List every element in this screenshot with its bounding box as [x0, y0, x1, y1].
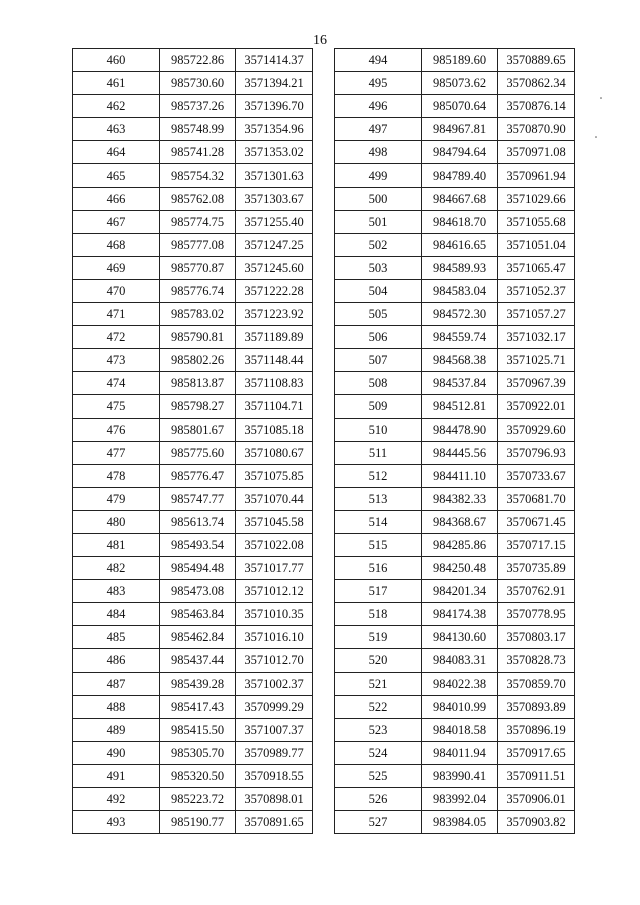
y-coordinate-cell: 3571075.85 — [236, 464, 313, 487]
table-row — [335, 72, 575, 95]
x-coordinate-cell: 985463.84 — [160, 603, 236, 626]
x-coordinate-cell: 984478.90 — [422, 418, 498, 441]
y-coordinate-cell: 3570796.93 — [498, 441, 575, 464]
x-coordinate-cell: 985813.87 — [160, 372, 236, 395]
y-coordinate-cell: 3571045.58 — [236, 510, 313, 533]
x-coordinate-cell: 985790.81 — [160, 326, 236, 349]
point-number-cell: 501 — [335, 210, 422, 233]
point-number-cell: 506 — [335, 326, 422, 349]
table-row — [335, 788, 575, 811]
table-row — [73, 49, 313, 72]
table-row — [73, 649, 313, 672]
point-number-cell: 515 — [335, 533, 422, 556]
x-coordinate-cell: 985802.26 — [160, 349, 236, 372]
x-coordinate-cell: 984130.60 — [422, 626, 498, 649]
y-coordinate-cell: 3570917.65 — [498, 741, 575, 764]
point-number-cell: 469 — [73, 256, 160, 279]
point-number-cell: 498 — [335, 141, 422, 164]
point-number-cell: 495 — [335, 72, 422, 95]
x-coordinate-cell: 985770.87 — [160, 256, 236, 279]
table-row — [335, 187, 575, 210]
y-coordinate-cell: 3570876.14 — [498, 95, 575, 118]
point-number-cell: 472 — [73, 326, 160, 349]
point-number-cell: 519 — [335, 626, 422, 649]
table-row — [335, 533, 575, 556]
x-coordinate-cell: 984382.33 — [422, 487, 498, 510]
x-coordinate-cell: 984174.38 — [422, 603, 498, 626]
y-coordinate-cell: 3571002.37 — [236, 672, 313, 695]
x-coordinate-cell: 985754.32 — [160, 164, 236, 187]
x-coordinate-cell: 984250.48 — [422, 557, 498, 580]
point-number-cell: 503 — [335, 256, 422, 279]
table-row — [335, 233, 575, 256]
table-row — [73, 695, 313, 718]
x-coordinate-cell: 985722.86 — [160, 49, 236, 72]
table-row — [73, 372, 313, 395]
table-row — [335, 464, 575, 487]
point-number-cell: 479 — [73, 487, 160, 510]
x-coordinate-cell: 985189.60 — [422, 49, 498, 72]
x-coordinate-cell: 984018.58 — [422, 718, 498, 741]
x-coordinate-cell: 985613.74 — [160, 510, 236, 533]
table-row — [73, 349, 313, 372]
x-coordinate-cell: 985070.64 — [422, 95, 498, 118]
y-coordinate-cell: 3570862.34 — [498, 72, 575, 95]
point-number-cell: 491 — [73, 764, 160, 787]
x-coordinate-cell: 985747.77 — [160, 487, 236, 510]
y-coordinate-cell: 3571022.08 — [236, 533, 313, 556]
x-coordinate-cell: 984512.81 — [422, 395, 498, 418]
table-row — [73, 187, 313, 210]
table-row — [73, 303, 313, 326]
point-number-cell: 488 — [73, 695, 160, 718]
y-coordinate-cell: 3571148.44 — [236, 349, 313, 372]
table-row — [73, 603, 313, 626]
table-row — [335, 372, 575, 395]
point-number-cell: 513 — [335, 487, 422, 510]
point-number-cell: 478 — [73, 464, 160, 487]
y-coordinate-cell: 3571007.37 — [236, 718, 313, 741]
point-number-cell: 461 — [73, 72, 160, 95]
table-row — [335, 626, 575, 649]
point-number-cell: 494 — [335, 49, 422, 72]
y-coordinate-cell: 3570778.95 — [498, 603, 575, 626]
y-coordinate-cell: 3570971.08 — [498, 141, 575, 164]
y-coordinate-cell: 3571025.71 — [498, 349, 575, 372]
y-coordinate-cell: 3570870.90 — [498, 118, 575, 141]
x-coordinate-cell: 985730.60 — [160, 72, 236, 95]
point-number-cell: 500 — [335, 187, 422, 210]
table-row — [335, 164, 575, 187]
x-coordinate-cell: 984083.31 — [422, 649, 498, 672]
x-coordinate-cell: 985774.75 — [160, 210, 236, 233]
x-coordinate-cell: 985762.08 — [160, 187, 236, 210]
point-number-cell: 487 — [73, 672, 160, 695]
y-coordinate-cell: 3571055.68 — [498, 210, 575, 233]
y-coordinate-cell: 3570733.67 — [498, 464, 575, 487]
x-coordinate-cell: 985801.67 — [160, 418, 236, 441]
table-row — [335, 695, 575, 718]
table-row — [335, 649, 575, 672]
x-coordinate-cell: 984201.34 — [422, 580, 498, 603]
y-coordinate-cell: 3571394.21 — [236, 72, 313, 95]
y-coordinate-cell: 3571223.92 — [236, 303, 313, 326]
x-coordinate-cell: 984589.93 — [422, 256, 498, 279]
x-coordinate-cell: 984411.10 — [422, 464, 498, 487]
y-coordinate-cell: 3570671.45 — [498, 510, 575, 533]
table-row — [73, 741, 313, 764]
y-coordinate-cell: 3570717.15 — [498, 533, 575, 556]
y-coordinate-cell: 3570828.73 — [498, 649, 575, 672]
point-number-cell: 465 — [73, 164, 160, 187]
table-row — [335, 510, 575, 533]
coordinates-table-right — [334, 48, 575, 834]
table-row — [335, 764, 575, 787]
y-coordinate-cell: 3570803.17 — [498, 626, 575, 649]
y-coordinate-cell: 3570961.94 — [498, 164, 575, 187]
table-row — [73, 256, 313, 279]
y-coordinate-cell: 3571017.77 — [236, 557, 313, 580]
point-number-cell: 466 — [73, 187, 160, 210]
point-number-cell: 462 — [73, 95, 160, 118]
point-number-cell: 474 — [73, 372, 160, 395]
table-row — [73, 718, 313, 741]
y-coordinate-cell: 3571065.47 — [498, 256, 575, 279]
table-row — [73, 510, 313, 533]
table-row — [73, 441, 313, 464]
x-coordinate-cell: 984618.70 — [422, 210, 498, 233]
table-row — [73, 464, 313, 487]
table-row — [335, 441, 575, 464]
y-coordinate-cell: 3571222.28 — [236, 279, 313, 302]
table-row — [73, 141, 313, 164]
y-coordinate-cell: 3571032.17 — [498, 326, 575, 349]
point-number-cell: 484 — [73, 603, 160, 626]
table-row — [73, 233, 313, 256]
x-coordinate-cell: 984667.68 — [422, 187, 498, 210]
point-number-cell: 493 — [73, 811, 160, 834]
x-coordinate-cell: 985073.62 — [422, 72, 498, 95]
table-row — [73, 626, 313, 649]
y-coordinate-cell: 3570903.82 — [498, 811, 575, 834]
x-coordinate-cell: 984537.84 — [422, 372, 498, 395]
table-row — [335, 303, 575, 326]
point-number-cell: 471 — [73, 303, 160, 326]
x-coordinate-cell: 984967.81 — [422, 118, 498, 141]
point-number-cell: 473 — [73, 349, 160, 372]
table-row — [73, 395, 313, 418]
point-number-cell: 518 — [335, 603, 422, 626]
x-coordinate-cell: 985737.26 — [160, 95, 236, 118]
table-row — [73, 418, 313, 441]
x-coordinate-cell: 985190.77 — [160, 811, 236, 834]
point-number-cell: 482 — [73, 557, 160, 580]
point-number-cell: 511 — [335, 441, 422, 464]
point-number-cell: 502 — [335, 233, 422, 256]
point-number-cell: 508 — [335, 372, 422, 395]
y-coordinate-cell: 3570891.65 — [236, 811, 313, 834]
point-number-cell: 490 — [73, 741, 160, 764]
table-row — [73, 279, 313, 302]
page-number: 16 — [313, 33, 327, 48]
table-row — [73, 118, 313, 141]
y-coordinate-cell: 3570922.01 — [498, 395, 575, 418]
x-coordinate-cell: 984559.74 — [422, 326, 498, 349]
table-row — [335, 210, 575, 233]
point-number-cell: 492 — [73, 788, 160, 811]
y-coordinate-cell: 3571052.37 — [498, 279, 575, 302]
y-coordinate-cell: 3570898.01 — [236, 788, 313, 811]
x-coordinate-cell: 984568.38 — [422, 349, 498, 372]
x-coordinate-cell: 985462.84 — [160, 626, 236, 649]
y-coordinate-cell: 3570999.29 — [236, 695, 313, 718]
point-number-cell: 489 — [73, 718, 160, 741]
table-row — [73, 580, 313, 603]
x-coordinate-cell: 985748.99 — [160, 118, 236, 141]
point-number-cell: 524 — [335, 741, 422, 764]
y-coordinate-cell: 3571303.67 — [236, 187, 313, 210]
point-number-cell: 510 — [335, 418, 422, 441]
y-coordinate-cell: 3570762.91 — [498, 580, 575, 603]
y-coordinate-cell: 3570896.19 — [498, 718, 575, 741]
table-row — [73, 164, 313, 187]
point-number-cell: 496 — [335, 95, 422, 118]
table-row — [335, 672, 575, 695]
point-number-cell: 463 — [73, 118, 160, 141]
point-number-cell: 486 — [73, 649, 160, 672]
x-coordinate-cell: 984011.94 — [422, 741, 498, 764]
x-coordinate-cell: 983984.05 — [422, 811, 498, 834]
x-coordinate-cell: 985417.43 — [160, 695, 236, 718]
x-coordinate-cell: 985776.74 — [160, 279, 236, 302]
coordinates-table-left — [72, 48, 313, 834]
point-number-cell: 497 — [335, 118, 422, 141]
x-coordinate-cell: 985223.72 — [160, 788, 236, 811]
x-coordinate-cell: 985320.50 — [160, 764, 236, 787]
point-number-cell: 523 — [335, 718, 422, 741]
point-number-cell: 522 — [335, 695, 422, 718]
table-row — [335, 603, 575, 626]
point-number-cell: 516 — [335, 557, 422, 580]
table-row — [335, 49, 575, 72]
x-coordinate-cell: 983990.41 — [422, 764, 498, 787]
table-row — [335, 279, 575, 302]
x-coordinate-cell: 984445.56 — [422, 441, 498, 464]
y-coordinate-cell: 3571029.66 — [498, 187, 575, 210]
x-coordinate-cell: 985776.47 — [160, 464, 236, 487]
point-number-cell: 517 — [335, 580, 422, 603]
y-coordinate-cell: 3570918.55 — [236, 764, 313, 787]
y-coordinate-cell: 3571245.60 — [236, 256, 313, 279]
x-coordinate-cell: 984368.67 — [422, 510, 498, 533]
point-number-cell: 526 — [335, 788, 422, 811]
x-coordinate-cell: 985783.02 — [160, 303, 236, 326]
y-coordinate-cell: 3570735.89 — [498, 557, 575, 580]
point-number-cell: 505 — [335, 303, 422, 326]
point-number-cell: 514 — [335, 510, 422, 533]
point-number-cell: 512 — [335, 464, 422, 487]
point-number-cell: 525 — [335, 764, 422, 787]
y-coordinate-cell: 3570911.51 — [498, 764, 575, 787]
y-coordinate-cell: 3570893.89 — [498, 695, 575, 718]
table-row — [335, 487, 575, 510]
table-row — [335, 95, 575, 118]
table-row — [335, 141, 575, 164]
y-coordinate-cell: 3571396.70 — [236, 95, 313, 118]
y-coordinate-cell: 3571012.70 — [236, 649, 313, 672]
x-coordinate-cell: 985415.50 — [160, 718, 236, 741]
table-row — [335, 741, 575, 764]
y-coordinate-cell: 3571353.02 — [236, 141, 313, 164]
y-coordinate-cell: 3570989.77 — [236, 741, 313, 764]
table-row — [73, 72, 313, 95]
x-coordinate-cell: 984022.38 — [422, 672, 498, 695]
y-coordinate-cell: 3571108.83 — [236, 372, 313, 395]
x-coordinate-cell: 984616.65 — [422, 233, 498, 256]
point-number-cell: 499 — [335, 164, 422, 187]
x-coordinate-cell: 985473.08 — [160, 580, 236, 603]
y-coordinate-cell: 3571301.63 — [236, 164, 313, 187]
point-number-cell: 485 — [73, 626, 160, 649]
table-row — [73, 811, 313, 834]
x-coordinate-cell: 984010.99 — [422, 695, 498, 718]
x-coordinate-cell: 985741.28 — [160, 141, 236, 164]
y-coordinate-cell: 3571247.25 — [236, 233, 313, 256]
table-row — [335, 418, 575, 441]
y-coordinate-cell: 3571051.04 — [498, 233, 575, 256]
table-row — [335, 349, 575, 372]
table-row — [73, 326, 313, 349]
y-coordinate-cell: 3571354.96 — [236, 118, 313, 141]
table-row — [73, 788, 313, 811]
point-number-cell: 470 — [73, 279, 160, 302]
x-coordinate-cell: 985439.28 — [160, 672, 236, 695]
point-number-cell: 521 — [335, 672, 422, 695]
x-coordinate-cell: 985798.27 — [160, 395, 236, 418]
table-row — [73, 487, 313, 510]
table-row — [73, 557, 313, 580]
point-number-cell: 507 — [335, 349, 422, 372]
x-coordinate-cell: 985437.44 — [160, 649, 236, 672]
x-coordinate-cell: 984789.40 — [422, 164, 498, 187]
x-coordinate-cell: 985494.48 — [160, 557, 236, 580]
y-coordinate-cell: 3571016.10 — [236, 626, 313, 649]
table-row — [73, 210, 313, 233]
y-coordinate-cell: 3571012.12 — [236, 580, 313, 603]
point-number-cell: 476 — [73, 418, 160, 441]
point-number-cell: 520 — [335, 649, 422, 672]
x-coordinate-cell: 985775.60 — [160, 441, 236, 464]
x-coordinate-cell: 984794.64 — [422, 141, 498, 164]
y-coordinate-cell: 3571080.67 — [236, 441, 313, 464]
y-coordinate-cell: 3570889.65 — [498, 49, 575, 72]
table-row — [335, 118, 575, 141]
table-row — [335, 256, 575, 279]
point-number-cell: 477 — [73, 441, 160, 464]
table-row — [335, 718, 575, 741]
point-number-cell: 480 — [73, 510, 160, 533]
table-row — [335, 811, 575, 834]
point-number-cell: 460 — [73, 49, 160, 72]
y-coordinate-cell: 3571414.37 — [236, 49, 313, 72]
x-coordinate-cell: 984285.86 — [422, 533, 498, 556]
point-number-cell: 468 — [73, 233, 160, 256]
point-number-cell: 475 — [73, 395, 160, 418]
y-coordinate-cell: 3570859.70 — [498, 672, 575, 695]
table-row — [335, 580, 575, 603]
y-coordinate-cell: 3570906.01 — [498, 788, 575, 811]
point-number-cell: 527 — [335, 811, 422, 834]
x-coordinate-cell: 985305.70 — [160, 741, 236, 764]
y-coordinate-cell: 3571255.40 — [236, 210, 313, 233]
point-number-cell: 509 — [335, 395, 422, 418]
y-coordinate-cell: 3571057.27 — [498, 303, 575, 326]
y-coordinate-cell: 3571189.89 — [236, 326, 313, 349]
x-coordinate-cell: 984583.04 — [422, 279, 498, 302]
y-coordinate-cell: 3571070.44 — [236, 487, 313, 510]
point-number-cell: 481 — [73, 533, 160, 556]
y-coordinate-cell: 3571104.71 — [236, 395, 313, 418]
point-number-cell: 464 — [73, 141, 160, 164]
point-number-cell: 483 — [73, 580, 160, 603]
x-coordinate-cell: 985777.08 — [160, 233, 236, 256]
x-coordinate-cell: 983992.04 — [422, 788, 498, 811]
table-row — [335, 557, 575, 580]
y-coordinate-cell: 3570967.39 — [498, 372, 575, 395]
x-coordinate-cell: 985493.54 — [160, 533, 236, 556]
y-coordinate-cell: 3571010.35 — [236, 603, 313, 626]
y-coordinate-cell: 3571085.18 — [236, 418, 313, 441]
table-row — [73, 533, 313, 556]
point-number-cell: 467 — [73, 210, 160, 233]
x-coordinate-cell: 984572.30 — [422, 303, 498, 326]
point-number-cell: 504 — [335, 279, 422, 302]
table-row — [73, 95, 313, 118]
table-row — [335, 395, 575, 418]
y-coordinate-cell: 3570681.70 — [498, 487, 575, 510]
y-coordinate-cell: 3570929.60 — [498, 418, 575, 441]
table-row — [73, 764, 313, 787]
table-row — [335, 326, 575, 349]
table-row — [73, 672, 313, 695]
